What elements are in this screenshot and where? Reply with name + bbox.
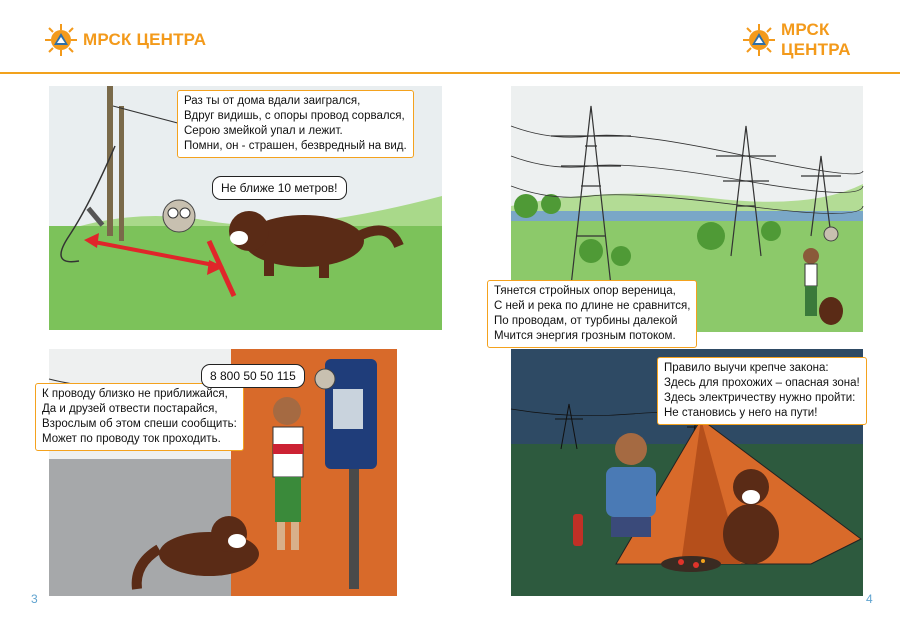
comic-panel-phone-call — [42, 349, 397, 596]
brand-sun-icon — [44, 23, 78, 57]
verse-caption: Раз ты от дома вдали заигрался, Вдруг видишь, с опоры провод сорвался, Серою змейкой упал и лежит. Помни, он - страшен, безвредный на вид. — [177, 90, 414, 158]
page-number-right: 4 — [866, 592, 873, 606]
brand-logo-left — [44, 22, 206, 58]
verse-caption: К проводу близко не приближайся, Да и друзей отвести постарайся, Взрослым об этом спеши сообщить: Может по проводу ток проходить. — [35, 383, 244, 451]
brand-logo-right — [742, 22, 900, 58]
verse-caption: Правило выучи крепче закона: Здесь для прохожих – опасная зона! Здесь электричеству нужно пройти: Не становись у него на пути! — [657, 357, 867, 425]
speech-bubble-warning: Не ближе 10 метров! — [212, 176, 347, 200]
verse-caption: Тянется стройных опор вереница, С ней и река по длине не сравнится, По проводам, от турбины далекой Мчится энергия грозным потоком. — [487, 280, 697, 348]
brand-sun-icon — [742, 23, 776, 57]
brand-name: МРСК ЦЕНТРА — [83, 30, 207, 49]
comic-panel-power-line — [494, 86, 863, 342]
page-number-left: 3 — [31, 592, 38, 606]
speech-bubble-phone-number: 8 800 50 50 115 — [201, 364, 305, 388]
comic-panel-fallen-wire — [49, 86, 442, 330]
header-divider — [0, 72, 900, 74]
brand-name: МРСК ЦЕНТРА — [781, 20, 851, 59]
comic-panel-campfire — [511, 349, 863, 596]
